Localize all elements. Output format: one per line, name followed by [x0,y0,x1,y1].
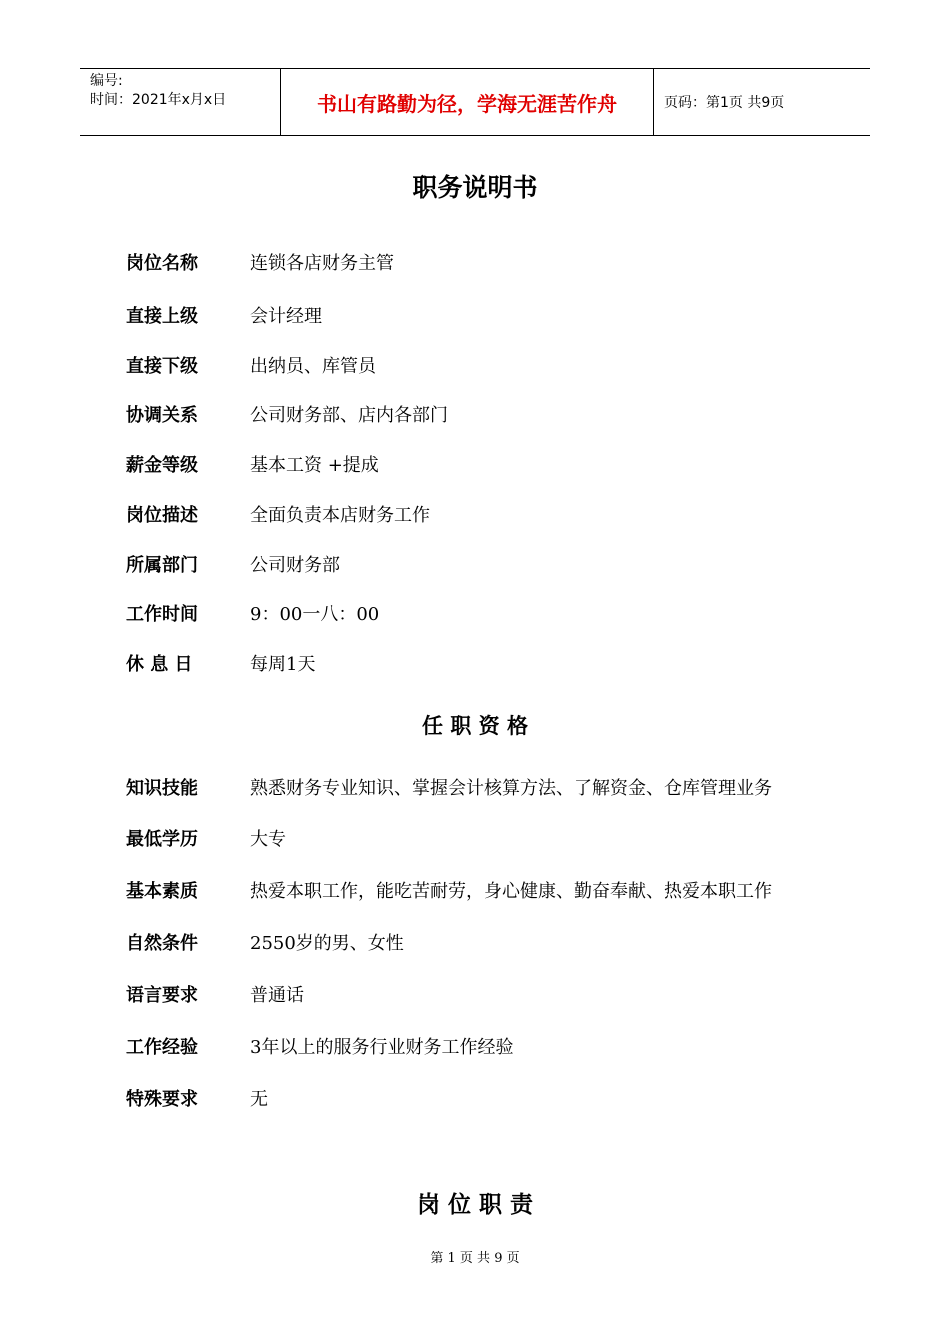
page-footer: 第 1 页 共 9 页 [430,1251,520,1266]
qualification-label: 自然条件 [126,933,198,954]
qualification-value: 普通话 [250,985,304,1006]
qualification-value: 热爱本职工作，能吃苦耐劳，身心健康、勤奋奉献、热爱本职工作 [250,881,772,902]
header-motto: 书山有路勤为径，学海无涯苦作舟 [281,69,654,135]
info-row [126,302,322,328]
qualification-row [126,1033,513,1059]
info-value: 全面负责本店财务工作 [250,505,430,526]
info-label: 工作时间 [126,604,198,625]
qualification-label: 工作经验 [126,1037,198,1058]
header-page-info: 页码：第1页 共9页 [664,95,785,111]
qualification-value: 熟悉财务专业知识、掌握会计核算方法、了解资金、仓库管理业务 [250,778,772,799]
number-label: 编号: [90,73,123,89]
info-row [126,501,430,527]
info-row [126,551,340,577]
info-value: 连锁各店财务主管 [250,253,394,274]
qualification-value: 2550岁的男、女性 [250,933,404,954]
info-row [126,650,315,676]
qualification-row [126,774,772,800]
qualification-label: 最低学历 [126,829,198,850]
duties-heading: 岗 位 职 责 [416,1192,534,1218]
info-label: 岗位名称 [126,253,198,274]
info-label: 所属部门 [126,555,198,576]
qualification-row [126,877,772,903]
info-row [126,451,379,477]
info-value: 公司财务部、店内各部门 [250,405,448,426]
qualification-row [126,825,286,851]
qualification-label: 语言要求 [126,985,198,1006]
info-row [126,401,448,427]
header-meta [80,69,281,135]
info-label: 岗位描述 [126,505,198,526]
info-value: 会计经理 [250,306,322,327]
info-label: 薪金等级 [126,455,198,476]
qualification-value: 无 [250,1089,268,1110]
qualification-row [126,1085,268,1111]
qualification-row [126,929,404,955]
info-value: 基本工资 +提成 [250,455,379,476]
qualification-heading: 任 职 资 格 [422,714,528,738]
qualification-label: 基本素质 [126,881,198,902]
info-row [126,249,394,275]
qualification-label: 特殊要求 [126,1089,198,1110]
info-value: 出纳员、库管员 [250,356,376,377]
info-label: 直接下级 [126,356,198,377]
qualification-row [126,981,304,1007]
info-label: 协调关系 [126,405,198,426]
info-value: 每周1天 [250,654,316,675]
qualification-label: 知识技能 [126,778,198,799]
qualification-value: 3年以上的服务行业财务工作经验 [250,1037,514,1058]
info-value: 公司财务部 [250,555,340,576]
time-label: 时间：2021年x月x日 [90,92,227,108]
document-title: 职务说明书 [412,173,538,202]
info-row [126,600,379,626]
info-value: 9：00一八：00 [250,604,380,625]
info-label: 休 息 日 [126,654,193,675]
info-label: 直接上级 [126,306,198,327]
qualification-value: 大专 [250,829,286,850]
page-header [80,68,870,136]
info-row [126,352,376,378]
